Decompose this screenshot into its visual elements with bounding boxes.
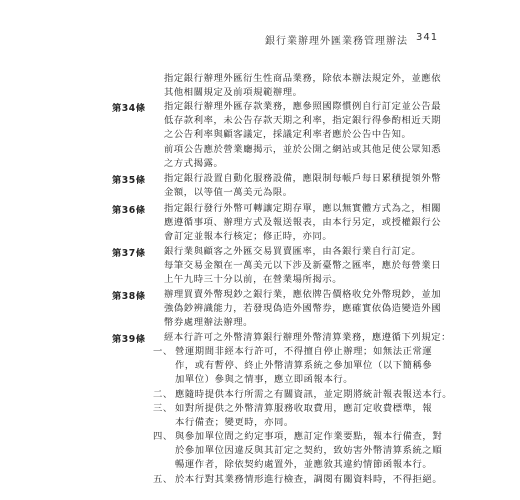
text-line: 銀行業與顧客之外匯交易買賣匯率，由各銀行業自行訂定。 bbox=[164, 246, 422, 257]
item-number: 五、 bbox=[153, 474, 173, 485]
text-line: 指定銀行設置自動化服務設備，應限制每帳戶每日累積提領外幣 bbox=[164, 173, 442, 184]
article-body-38 bbox=[164, 288, 441, 331]
intro-paragraph bbox=[164, 72, 441, 100]
article-label-38: 第38條 bbox=[112, 291, 146, 302]
text-line: 暢運作者，除依契約處置外，並應敘其違約情節函報本行。 bbox=[175, 459, 433, 471]
text-line: 幣券處理辦法辦理。 bbox=[164, 317, 254, 329]
item-number: 一、 bbox=[153, 346, 173, 357]
article-body-37 bbox=[164, 245, 441, 288]
text-line: 加單位）參與之情事，應立即函報本行。 bbox=[175, 374, 354, 386]
text-line: 指定銀行發行外幣可轉讓定期存單，應以無實體方式為之，相關 bbox=[164, 203, 442, 214]
list-item bbox=[153, 430, 442, 473]
text-line: 前項公告應於營業廳揭示，並於公開之網站或其他足使公眾知悉 bbox=[164, 143, 442, 155]
article-body-39 bbox=[164, 331, 451, 345]
list-item bbox=[153, 473, 442, 487]
text-line: 於參加單位因違反與其訂定之契約，致妨害外幣清算系統之順 bbox=[175, 445, 443, 457]
text-line: 強偽鈔辨識能力，若發現偽造外國幣券，應確實依偽造變造外國 bbox=[164, 303, 442, 315]
text-line: 每筆交易金額在一萬美元以下涉及新臺幣之匯率，應於每營業日 bbox=[164, 260, 442, 272]
text-line: 指定銀行辦理外匯存款業務，應參照國際慣例自行訂定並公告最 bbox=[164, 101, 442, 112]
text-line: 應隨時提供本行所需之有關資訊，並定期將統計報表報送本行。 bbox=[175, 389, 453, 400]
page-number: 341 bbox=[416, 32, 439, 43]
text-line: 營運期間非經本行許可，不得擅自停止辦理；如無法正常運 bbox=[175, 346, 433, 357]
text-line: 指定銀行辦理外匯衍生性商品業務，除依本辦法規定外，並應依 bbox=[164, 73, 442, 84]
article-label-36: 第36條 bbox=[112, 205, 146, 216]
running-header-title: 銀行業辦理外匯業務管理辦法 bbox=[265, 36, 408, 47]
article-body-35 bbox=[164, 172, 441, 200]
text-line: 於本行對其業務情形進行檢查，調閱有關資料時，不得拒絕。 bbox=[175, 474, 443, 485]
item-number: 四、 bbox=[153, 431, 173, 442]
article-label-37: 第37條 bbox=[112, 248, 146, 259]
text-line: 經本行許可之外幣清算銀行辦理外幣清算業務，應遵循下列規定： bbox=[164, 332, 452, 343]
text-line: 其他相關規定及前項規範辦理。 bbox=[164, 87, 303, 99]
article-body-34 bbox=[164, 100, 441, 171]
list-item bbox=[153, 345, 432, 388]
article-body-36 bbox=[164, 202, 441, 245]
list-item bbox=[153, 388, 452, 402]
text-line: 低存款利率，未公告存款天期之利率，指定銀行得參酌相近天期 bbox=[164, 115, 442, 127]
text-line: 金額，以等值一萬美元為限。 bbox=[164, 187, 293, 199]
text-line: 本行備查；變更時，亦同。 bbox=[175, 417, 294, 429]
running-header bbox=[265, 32, 439, 47]
text-line: 上午九時三十分以前，在營業場所揭示。 bbox=[164, 274, 343, 286]
article-label-34: 第34條 bbox=[112, 103, 146, 114]
text-line: 之公告利率與顧客議定，採議定利率者應於公告中告知。 bbox=[164, 129, 412, 141]
article-label-39: 第39條 bbox=[112, 334, 146, 345]
text-line: 作，或有暫停、終止外幣清算系統之參加單位（以下簡稱參 bbox=[175, 360, 433, 372]
article-label-35: 第35條 bbox=[112, 175, 146, 186]
text-line: 會訂定並報本行核定；修正時，亦同。 bbox=[164, 231, 333, 243]
text-line: 辦理買賣外幣現鈔之銀行業，應依牌告價格收兌外幣現鈔，並加 bbox=[164, 289, 442, 300]
text-line: 應遵循事項、辦理方式及報送報表，由本行另定，或授權銀行公 bbox=[164, 217, 442, 229]
item-number: 二、 bbox=[153, 389, 173, 400]
text-line: 如對所提供之外幣清算服務收取費用，應訂定收費標準，報 bbox=[175, 403, 433, 414]
list-item bbox=[153, 402, 432, 430]
text-line: 與參加單位間之約定事項，應訂定作業要點，報本行備查，對 bbox=[175, 431, 443, 442]
text-line: 之方式揭露。 bbox=[164, 157, 224, 169]
item-number: 三、 bbox=[153, 403, 173, 414]
